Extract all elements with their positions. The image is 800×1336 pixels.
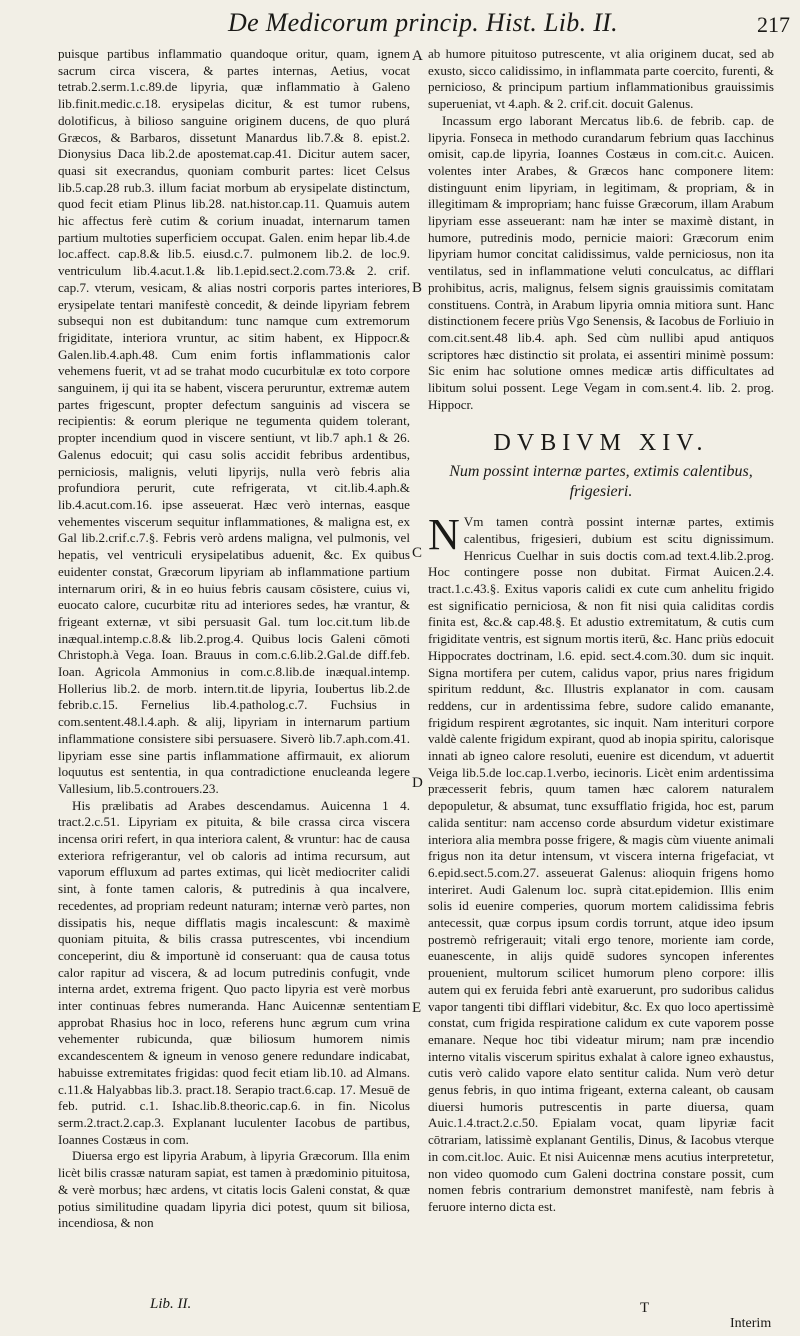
drop-cap: N (428, 510, 460, 560)
right-paragraph-3 (428, 510, 774, 1216)
catchword: Interim (730, 1316, 772, 1331)
left-paragraph-2: His prælibatis ad Arabes descendamus. Auicenna 1 4. tract.2.c.51. Lipyriam ex pituita, & bile crassa circa viscera incensa oriri refert, in qua interiora calent, & vruntur: hac de causa exteriora refrigerantur, vel ob caloris ad intima recursum, aut vaporum effluxum ad partes extimas, qui licèt mediocriter calidi sint, à fonte tamen caloris, & putredinis à qua incalvere, recedentes, ad propriam redeunt naturam; internæ verò partes, non dissipatis his, neque difflatis magis incalescunt: & maximè quoniam pituita, & bilis crassa putrescentes, vbi incendium conceperint, diu & importunè id conseruant: qua de causa totus calor rapitur ad viscera, & ad locum putredinis confugit, vnde interna ardet, extrema frigent. Quo pacto lipyria est verè morbus inter continuas febres numeranda. Hanc Auicennæ sententiam approbat Rhasius hoc in loco, referens hunc ægrum cum vrina vehementer rubicunda, quæ biliosum humorem nimis excandescentem & igneum in venoso genere redundare indicabat, habuisse extremitates frigidas: quod fecit etiam lib.10. ad Almans. c.11.& Halyabbas lib.3. pract.18. Serapio tract.6.cap. 17. Mesuē de feb. putrid. c.1. Ishac.lib.8.theoric.cap.6. in fin. Nicolus serm.2.tract.2.cap.3. Explanant luculenter Iacobus de partibus, Ioannes Costæus in com. (58, 797, 410, 1147)
right-column (428, 46, 774, 1216)
left-paragraph-1: puisque partibus inflammatio quandoque oritur, quam, ignem sacrum circa viscera, & partes internas, Aetius, vocat tetrab.2.serm.1.c.89.de lipyria, quæ inflammatio à Galeno lib.finit.medic.c.18. erysipelas dicitur, & est tumor rubens, dolotificus, à bilioso sanguine originem ducens, de quo plurá Græcos, & Barbaros, dissetunt Manardus lib.7.& 8. epist.2. Dionysius Daca lib.2.de apostemat.cap.41. Dicitur autem sacer, quasi sit execrandus, quoniam comburit partes: licet Celsus lib.5.cap.28 rub.3. illum faciat morbum ab erysipelate distinctum, quod fecit etiam Plinus lib.28. nat.histor.cap.11. Quamuis autem hic affectus ferè cutim & corium inuadat, internarum tamen partium multoties superficiem occupat. Galen. enim hepar lib.4.de loc.affect. cap.8.& lib.5. eiusd.c.7. pulmonem lib.2. de loc.9. ventriculum lib.4.acut.1.& lib.1.epid.sect.2.com.73.& 2. crif. cap.7. vterum, vesicam, & alias nostri corporis partes interiores, erysipelate tentari manifestè concedit, & deinde lipyriam febrem subsequi non est dubitandum: tunc namque cum extremorum frigiditate, interiora vruntur, ac sitim habent, ex Hippocr.& Galen.lib.4.aph.48. Cum enim fortis inflammationis calor vehemens fuerit, vt ad se trahat modo cucurbitulæ ex toto corpore sanguinem, ij qui ita se habent, viscera peruruntur, extremæ autem partes frigescunt, propter defectum sanguinis ad viscera se recipientis: & eorum plerique ne tegumenta quidem tolerant, propter incendium quod in viscere sentiunt, vt lib.7 aph.1 & 26. Galenus edocuit; qui casu solis accidit febribus ardentibus, perniciosis, malignis, veluti lipyrijs, nulla verò febris alia profundiora perurit, cute refrigerata, vt cit.lib.4.aph.& lib.4.acut.com.16. ipse asseuerat. Hæc verò internas, easque vehementes viscerum sequitur inflammationes, & maligna est, ex Gal lib.2.crif.c.7.§. Febris verò ardens maligna, vel pulmonis, vel hepatis, vel ventriculi erysipelatibus aduenit, &c. Ex quibus euidenter constat, Græcorum lipyriam ab inflammatione partium internarum oriri, & in eo huius febris causam cōsistere, cuius vi, euocato calore, cucurbitæ ritu ad interiores sedes, hæ vrantur, & frigeant externæ, vt sibi persuasit Gal. tum loc.cit.tum lib.de inæqual.intemp.c.8.& lib.2.prog.4. Quibus locis Galeni cōmoti Christoph.à Vega. Ioan. Brauus in com.c.6.lib.2.Gal.de diff.feb. Ioan. Agricola Ammonius in com.c.8.lib.de inæqual.intemp. Hollerius lib.2. de morb. intern.tit.de lipyria, Ioubertus lib.2.de febrib.c.15. Fernelius lib.4.patholog.c.7. Fuchsius in com.sentent.48.l.4.aph. & alij, lipyriam in internarum partium inflammatione consistere sibi persuasere. Siverò lib.7.aph.com.41. lipyriam esse sine partis inflammatione affirmauit, ex aliorum loquutus est sententia, in qua contradictione enucleanda legere Vallesium, lib.5.controuers.23. (58, 46, 410, 796)
right-paragraph-1: ab humore pituitoso putrescente, vt alia originem ducat, sed ab exusto, sicco calidissimo, in inflammata parte coercito, furenti, & pernicioso, & principum partium inflammationibus grauissimis superueniat, vt 4.aph. & 2. crif.cit. docuit Galenus. (428, 46, 774, 112)
margin-letter-c: C (412, 545, 423, 561)
footer-running-label: Lib. II. (150, 1296, 192, 1312)
running-title: De Medicorum princip. Hist. Lib. II. (228, 8, 618, 37)
left-column (58, 46, 410, 1232)
signature-mark: T (640, 1300, 650, 1316)
left-paragraph-3: Diuersa ergo est lipyria Arabum, à lipyria Græcorum. Illa enim licèt bilis crassæ naturam sapiat, est tamen à prædominio pituitosa, & verè morbus; hæc ardens, vt citatis locis Galeni constat, & quæ potius similitudine quadam lipyria dici potest, quum sit biliosa, incendiosa, & non (58, 1148, 410, 1231)
margin-letter-a: A (412, 48, 423, 64)
margin-letter-b: B (412, 280, 423, 296)
margin-letter-d: D (412, 775, 423, 791)
right-paragraph-3-text: Vm tamen contrà possint internæ partes, extimis calentibus, frigesieri, dubium est scitu dignissimum. Henricus Cuelhar in suis doctis com.ad text.4.lib.2.prog. Hoc contingere posse non dubitat. Firmat Auicen.2.4. tract.1.c.43.§. Exitus vaporis calidi ex cute cum anhelitu frigido est significatio perniciosa, & non fit nisi quia caliditas cordis finita est, &c.& cap.48.§. Et adustio extremitatum, & cutis cum frigiditate ventris, est signum mortis iterū, &c. Hanc priùs edocuit Hippocrates doctrinam, l.6. epid. sect.4.com.30. dum sic inquit. Signa mortifera per cutem, calidus vapor, prius nares frigidum spiritum reddunt, &c. Illustris explanator in com. causam reddens, cur in ardentissima febre, sudore calido emanante, frigidum respirent ægrotantes, sic inquit. Nam interituri corpore valdè calente frigidum expirant, quod ab inopia spiritu, calorisque innati ab igneo calore resoluti, euenire est dicendum, vt aduertit Veiga lib.5.de loc.cap.1.verbo, iecinoris. Licèt enim ardentissima præcesserit febris, quum tamen hæc calorem naturalem depopuletur, & absumat, tunc exsufflatio frigida, hoc est, parum calida sentitur: nam accenso corde absurdum videtur existimare interiora alia membra posse frigere, & magis cùm viuente animali frigus non ita detur intensum, vt viscera interna frigefaciat, vt 6.epid.sect.5.com.27. asseuerat Galenus: alioquin frigens homo interiret. Audi Galenum loc. suprà citat.epidemion. Illis enim solis id euenire comperies, quorum mortem calidissima febris antecessit, quæ corpus ipsum cordis torrunt, atque ideo ipsum postremò refrigerauit; vitali ergo tenore, moriente iam corde, euanescente, in alijs quidē sudores syncopen inferentes prouenient, multorum scilicet humorum pleno corpore: illis autem qui ex feruida febri antè exaruerunt, pro sudoribus calidus vapor tangenti tibi difflari videbitur, &c. Ex quo loco apertissimè constat, cum frigida respiratione calidum ex cute vaporem posse emanare. Neque hoc tibi videatur mirum; nam præ incendio interno vitalis viscerum spiritus exhalat à calore igneo exhaustus, cutis verò calido vapore elato sentitur calida. Num verò detur genus febris, in quo intima frigeant, externa caleant, ob causam diuersi humoris putrescentis in parte diuersa, quam Auic.1.4.tract.2.c.50. Epialam vocat, quam lipyriæ facit cōtrariam, latissimè explanant Gentilis, Dinus, & Iacobus vterque in com.cit.loc. Auic. Et nisi Auicennæ mens acutius interpretetur, non video quomodo cum Galeni doctrina constare possit, cum nomen febris contrarium demonstret manifestè, nam febris à feruore interno dicta est. (428, 514, 774, 1214)
question-subtitle: Num possint internæ partes, extimis calentibus, frigesieri. (449, 463, 753, 501)
page-header (0, 6, 800, 42)
margin-letter-e: E (412, 1000, 422, 1016)
dubium-heading: DVBIVM XIV. (493, 430, 709, 457)
right-paragraph-2: Incassum ergo laborant Mercatus lib.6. de febrib. cap. de lipyria. Fonseca in methodo curandarum febrium quas Iacchinus omisit, cap.de lipyria, Ioannes Costæus in com.cit.c. Auicen. volentes inter Arabes, & Græcos hanc componere litem: distinguunt enim lipyriam, in legitimam, & propriam, & in illegitimam & impropriam; hanc fuisse Græcorum, illam Arabum lipyriam esse asseuerant: nam hæ inter se maximè distant, in humore, putredinis modo, pernicie maiori: Græcorum enim lipyriam humor concitat calidissimus, valde perniciosus, non ita ventilatus, sed in inflammatione veluti conculcatus, ac difflari prohibitus, acris, malignus, felsem signis grauissimis comitatam constituens. Contrà, in Arabum lipyria omnia mitiora sunt. Hanc distinctionem fecere priùs Vgo Senensis, & Iacobus de Forliuio in com.cit.sent.48 lib.4. aph. Sed cùm nullibi apud antiquos scriptores hæc distinctio sit prolata, ei assentiri minimè possum: Sic enim hac solutione omnes medicæ artis difficultates ad libitum solui possent. Lege Vegam in com.sent.4. lib. 2. prog. Hippocr. (428, 112, 774, 412)
page-number: 217 (757, 12, 790, 37)
